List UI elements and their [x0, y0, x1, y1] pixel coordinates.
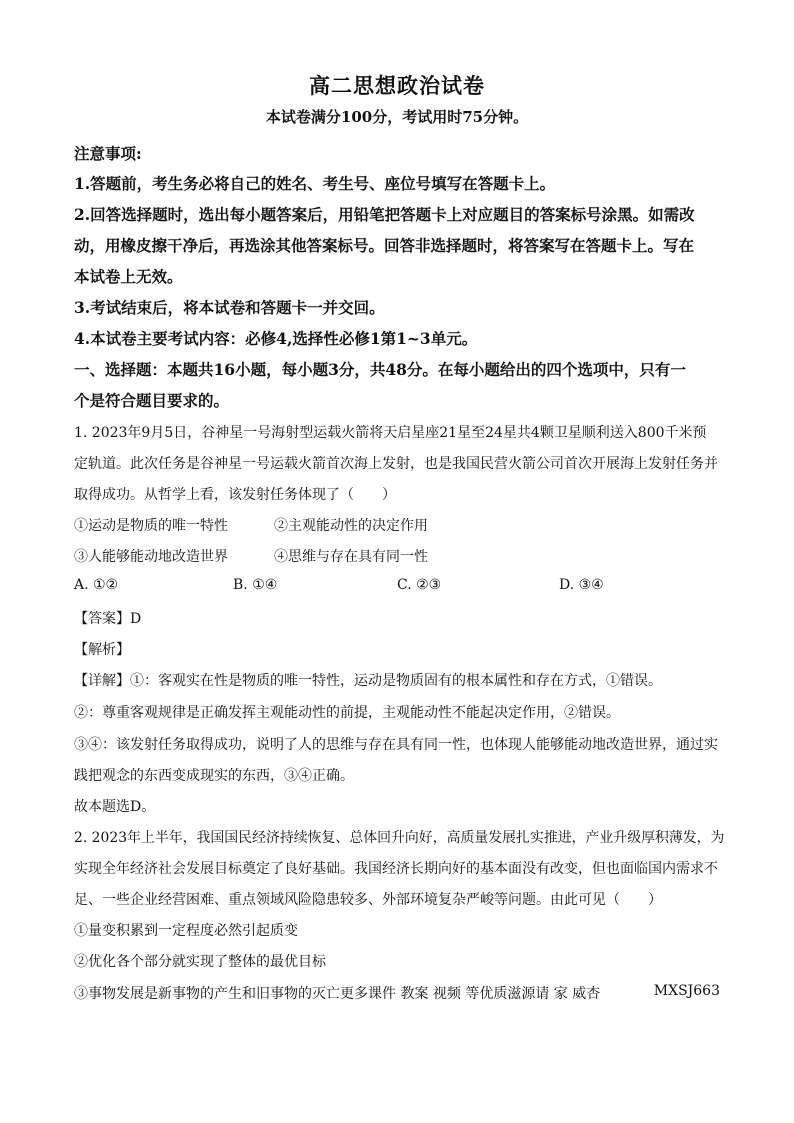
q2-stem-line-1: 2. 2023年上半年，我国国民经济持续恢复、总体回升向好，高质量发展扎实推进，产业升级厚积薄发，为 — [74, 830, 725, 846]
q1-choice-c: C. ②③ — [397, 577, 442, 593]
q1-statement-1: ①运动是物质的唯一特性 — [74, 518, 228, 534]
q2-stem-line-3: 足、一些企业经营困难、重点领域风险隐患较多、外部环境复杂严峻等问题。由此可见（ ） — [74, 892, 662, 908]
q1-stem-line-2: 定轨道。此次任务是谷神星一号运载火箭首次海上发射，也是我国民营火箭公司首次开展海上发射任务并 — [74, 456, 718, 472]
section-heading-line-1: 一、选择题：本题共16小题，每小题3分，共48分。在每小题给出的四个选项中，只有一 — [74, 360, 686, 379]
q1-stem-line-3: 取得成功。从哲学上看，该发射任务体现了（ ） — [74, 487, 396, 503]
q2-statement-3: ③事物发展是新事物的产生和旧事物的灭亡更多课件 教案 视频 等优质滋源请 家 威杏 — [74, 986, 601, 1002]
section-heading-line-2: 个是符合题目要求的。 — [74, 391, 230, 410]
q1-conclusion: 故本题选D。 — [74, 799, 156, 815]
q1-stem-line-1: 1. 2023年9月5日，谷神星一号海射型运载火箭将天启星座21星至24星共4颗卫星顺利送入800千米预 — [74, 425, 707, 441]
q1-statement-4: ④思维与存在具有同一性 — [274, 549, 428, 565]
q1-statement-2: ②主观能动性的决定作用 — [274, 518, 428, 534]
q2-stem-line-2: 实现全年经济社会发展目标奠定了良好基础。我国经济长期向好的基本面没有改变，但也面临国内需求不 — [74, 861, 718, 877]
q1-detail-line-2: ②：尊重客观规律是正确发挥主观能动性的前提，主观能动性不能起决定作用，②错误。 — [74, 705, 620, 721]
q2-statement-1: ①量变积累到一定程度必然引起质变 — [74, 923, 298, 939]
q1-statement-3: ③人能够能动地改造世界 — [74, 549, 228, 565]
notice-item-2-line-3: 本试卷上无效。 — [74, 267, 183, 286]
q1-choice-b: B. ①④ — [233, 577, 278, 593]
document-code: MXSJ663 — [653, 983, 720, 999]
notice-item-2-line-1: 2.回答选择题时，选出每小题答案后，用铅笔把答题卡上对应题目的答案标号涂黑。如需改 — [74, 205, 695, 224]
notice-item-4: 4.本试卷主要考试内容：必修4,选择性必修1第1~3单元。 — [74, 329, 478, 348]
q1-analysis-label: 【解析】 — [74, 642, 130, 658]
notice-item-2-line-2: 动，用橡皮擦干净后，再选涂其他答案标号。回答非选择题时，将答案写在答题卡上。写在 — [74, 236, 695, 255]
notice-heading: 注意事项: — [74, 144, 142, 163]
notice-item-1: 1.答题前，考生务必将自己的姓名、考生号、座位号填写在答题卡上。 — [74, 174, 556, 193]
q1-detail-line-4: 践把观念的东西变成现实的东西，③④正确。 — [74, 768, 354, 784]
q1-detail-line-1: 【详解】①：客观实在性是物质的唯一特性，运动是物质固有的根本属性和存在方式，①错误。 — [74, 673, 662, 689]
q1-answer: 【答案】D — [74, 611, 142, 627]
q2-statement-2: ②优化各个部分就实现了整体的最优目标 — [74, 954, 326, 970]
notice-item-3: 3.考试结束后，将本试卷和答题卡一并交回。 — [74, 298, 385, 317]
q1-detail-line-3: ③④：该发射任务取得成功，说明了人的思维与存在具有同一性，也体现人能够能动地改造世界，通过实 — [74, 737, 718, 753]
q1-choice-a: A. ①② — [74, 577, 119, 593]
exam-subtitle: 本试卷满分100分，考试用时75分钟。 — [265, 108, 529, 126]
q1-choice-d: D. ③④ — [559, 577, 604, 593]
page-title: 高二思想政治试卷 — [309, 73, 485, 98]
